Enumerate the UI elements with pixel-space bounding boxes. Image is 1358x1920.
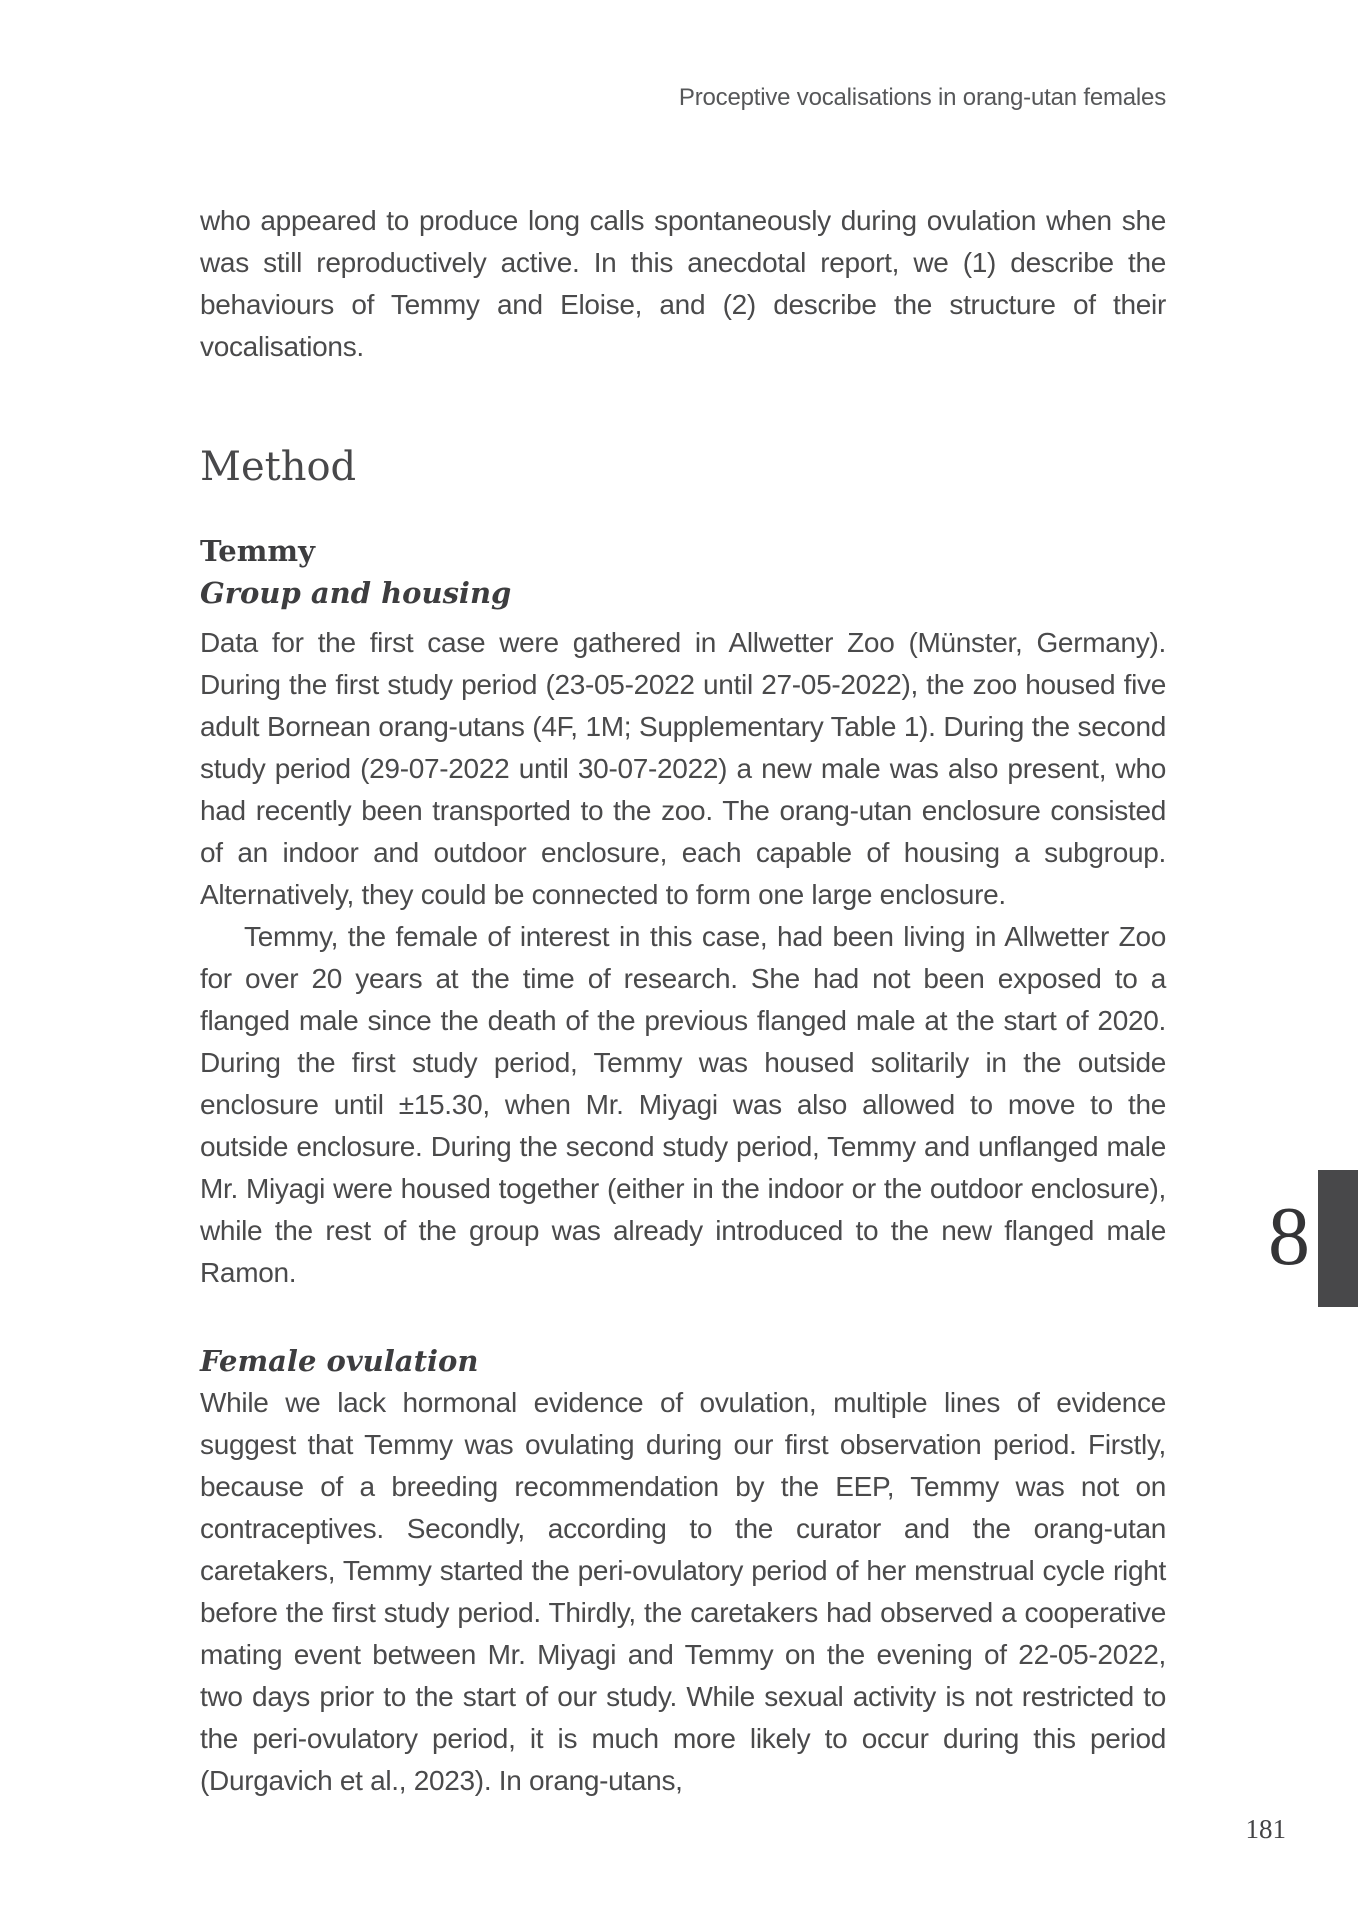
paragraph-female-ovulation: While we lack hormonal evidence of ovulation, multiple lines of evidence suggest that Temmy was ovulating during our first observation period. Firstly, because of a breeding recommendation by the EEP, Temmy was not on contraceptives. Secondly, according to the curator and the orang-utan caretakers, Temmy started the peri-ovulatory period of her menstrual cycle right before the first study period. Thirdly, the caretakers had observed a cooperative mating event between Mr. Miyagi and Temmy on the evening of 22-05-2022, two days prior to the start of our study. While sexual activity is not restricted to the peri-ovulatory period, it is much more likely to occur during this period (Durgavich et al., 2023). In orang-utans, bbox=[200, 1387, 1166, 1796]
subsubsection-heading-female-ovulation: Female ovulation bbox=[200, 1344, 479, 1378]
page-number: 181 bbox=[1245, 1814, 1286, 1844]
chapter-tab-marker bbox=[1318, 1170, 1358, 1307]
chapter-number: 8 bbox=[1268, 1190, 1310, 1283]
section-heading-method: Method bbox=[200, 444, 357, 490]
intro-paragraph: who appeared to produce long calls spontaneously during ovulation when she was still reproductively active. In this anecdotal report, we (1) describe the behaviours of Temmy and Eloise, and (2) describe the structure of their vocalisations. bbox=[200, 205, 1166, 362]
subsubsection-heading-group-housing: Group and housing bbox=[200, 576, 512, 610]
paragraph-group-housing-1: Data for the first case were gathered in Allwetter Zoo (Münster, Germany). During the first study period (23-05-2022 until 27-05-2022), the zoo housed five adult Bornean orang-utans (4F, 1M; Supplementary Table 1). During the second study period (29-07-2022 until 30-07-2022) a new male was also present, who had recently been transported to the zoo. The orang-utan enclosure consisted of an indoor and outdoor enclosure, each capable of housing a subgroup. Alternatively, they could be connected to form one large enclosure. bbox=[200, 627, 1166, 910]
running-header: Proceptive vocalisations in orang-utan females bbox=[678, 84, 1166, 111]
subsection-heading-temmy: Temmy bbox=[200, 534, 315, 568]
paragraph-group-housing-2: Temmy, the female of interest in this case, had been living in Allwetter Zoo for over 20 years at the time of research. She had not been exposed to a flanged male since the death of the previous flanged male at the start of 2020. During the first study period, Temmy was housed solitarily in the outside enclosure until ±15.30, when Mr. Miyagi was also allowed to move to the outside enclosure. During the second study period, Temmy and unflanged male Mr. Miyagi were housed together (either in the indoor or the outdoor enclosure), while the rest of the group was already introduced to the new flanged male Ramon. bbox=[200, 921, 1166, 1288]
page-body bbox=[200, 200, 1166, 1802]
